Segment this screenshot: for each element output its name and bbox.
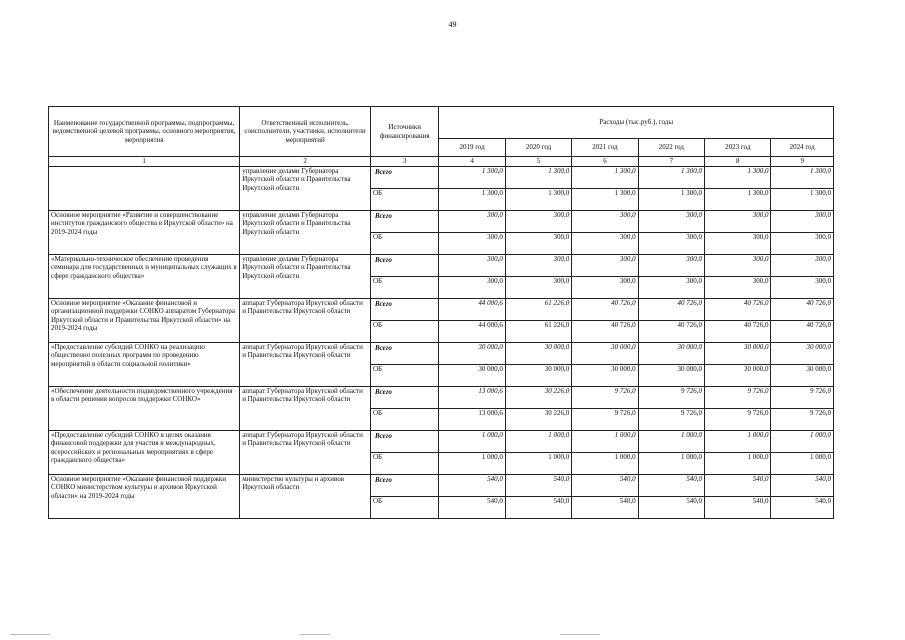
total-value: 300,0 <box>638 255 704 277</box>
table-row <box>49 255 834 277</box>
ob-value: 1 000,0 <box>505 453 571 475</box>
ob-value: 540,0 <box>705 497 771 519</box>
total-value: 300,0 <box>505 255 571 277</box>
ob-value: 540,0 <box>439 497 505 519</box>
source-ob-label: ОБ <box>371 365 439 387</box>
ob-value: 540,0 <box>572 497 638 519</box>
total-value: 1 300,0 <box>572 167 638 189</box>
source-total-label: Всего <box>375 256 392 264</box>
total-value: 300,0 <box>439 211 505 233</box>
total-value: 40 726,0 <box>638 299 704 321</box>
total-value: 300,0 <box>771 255 834 277</box>
ob-value: 40 726,0 <box>572 321 638 343</box>
ob-value: 1 300,0 <box>771 189 834 211</box>
activity-name: «Предоставление субсидий СОНКО в целях оказания финансовой поддержки для участия в международных, всероссийских и региональных мероприятиях в сфере гражданского общества» <box>49 431 240 475</box>
total-value: 1 300,0 <box>705 167 771 189</box>
responsible-executor: аппарат Губернатора Иркутской области и Правительства Иркутской области <box>240 343 371 387</box>
expenses-table <box>48 106 834 519</box>
ob-value: 40 726,0 <box>638 321 704 343</box>
total-value: 540,0 <box>705 475 771 497</box>
source-ob-label: ОБ <box>371 277 439 299</box>
ob-value: 13 000,6 <box>439 409 505 431</box>
responsible-executor: аппарат Губернатора Иркутской области и Правительства Иркутской области <box>240 299 371 343</box>
ob-value: 30 000,0 <box>705 365 771 387</box>
scan-artifact <box>300 634 330 635</box>
ob-value: 30 000,0 <box>505 365 571 387</box>
ob-value: 300,0 <box>638 277 704 299</box>
ob-value: 9 726,0 <box>771 409 834 431</box>
column-index: 4 <box>439 157 505 167</box>
total-value: 300,0 <box>771 211 834 233</box>
table-row <box>49 475 834 497</box>
total-value: 1 000,0 <box>572 431 638 453</box>
activity-name: Основное мероприятие «Развитие и совершенствование институтов гражданского общества в Иркутской области» на 2019-2024 годы <box>49 211 240 255</box>
ob-value: 1 300,0 <box>505 189 571 211</box>
ob-value: 300,0 <box>771 277 834 299</box>
total-value: 40 726,0 <box>572 299 638 321</box>
activity-name: «Предоставление субсидий СОНКО на реализацию общественно полезных программ по проведению мероприятий в области социальной политики» <box>49 343 240 387</box>
responsible-executor: управление делами Губернатора Иркутской области и Правительства Иркутской области <box>240 211 371 255</box>
total-value: 540,0 <box>638 475 704 497</box>
ob-value: 30 226,0 <box>505 409 571 431</box>
table-row <box>49 431 834 453</box>
ob-value: 1 300,0 <box>439 189 505 211</box>
scan-artifact <box>10 634 50 635</box>
ob-value: 300,0 <box>505 233 571 255</box>
ob-value: 61 226,0 <box>505 321 571 343</box>
total-value: 1 000,0 <box>771 431 834 453</box>
activity-name <box>49 167 240 211</box>
total-value: 300,0 <box>572 255 638 277</box>
ob-value: 300,0 <box>439 233 505 255</box>
header-year: 2019 год <box>439 139 505 157</box>
ob-value: 1 000,0 <box>771 453 834 475</box>
total-value: 40 726,0 <box>771 299 834 321</box>
ob-value: 9 726,0 <box>705 409 771 431</box>
ob-value: 30 000,0 <box>572 365 638 387</box>
responsible-executor: аппарат Губернатора Иркутской области и Правительства Иркутской области <box>240 431 371 475</box>
total-value: 300,0 <box>705 211 771 233</box>
column-index: 5 <box>505 157 571 167</box>
header-year: 2024 год <box>771 139 834 157</box>
total-value: 540,0 <box>439 475 505 497</box>
source-ob-label: ОБ <box>371 409 439 431</box>
total-value: 9 726,0 <box>705 387 771 409</box>
page-number: 49 <box>448 20 457 29</box>
ob-value: 1 000,0 <box>638 453 704 475</box>
ob-value: 9 726,0 <box>638 409 704 431</box>
ob-value: 300,0 <box>705 277 771 299</box>
ob-value: 540,0 <box>638 497 704 519</box>
ob-value: 300,0 <box>572 277 638 299</box>
total-value: 540,0 <box>572 475 638 497</box>
column-index: 6 <box>572 157 638 167</box>
total-value: 9 726,0 <box>638 387 704 409</box>
ob-value: 1 000,0 <box>572 453 638 475</box>
total-value: 30 226,0 <box>505 387 571 409</box>
column-index: 7 <box>638 157 704 167</box>
table-row <box>49 299 834 321</box>
total-value: 40 726,0 <box>705 299 771 321</box>
total-value: 1 000,0 <box>505 431 571 453</box>
total-value: 30 000,0 <box>505 343 571 365</box>
ob-value: 44 000,6 <box>439 321 505 343</box>
ob-value: 40 726,0 <box>771 321 834 343</box>
ob-value: 30 000,0 <box>439 365 505 387</box>
ob-value: 30 000,0 <box>771 365 834 387</box>
source-total-label: Всего <box>375 344 392 352</box>
ob-value: 40 726,0 <box>705 321 771 343</box>
total-value: 30 000,0 <box>705 343 771 365</box>
ob-value: 300,0 <box>572 233 638 255</box>
total-value: 1 300,0 <box>638 167 704 189</box>
scan-artifact <box>560 634 600 635</box>
activity-name: «Материально-техническое обеспечение проведения семинара для государственных и муниципальных служащих в сфере гражданского общества» <box>49 255 240 299</box>
ob-value: 300,0 <box>505 277 571 299</box>
total-value: 30 000,0 <box>638 343 704 365</box>
column-index: 3 <box>371 157 439 167</box>
total-value: 30 000,0 <box>771 343 834 365</box>
ob-value: 300,0 <box>705 233 771 255</box>
total-value: 1 000,0 <box>638 431 704 453</box>
source-ob-label: ОБ <box>371 189 439 211</box>
header-expenses: Расходы (тыс.руб.), годы <box>439 107 834 139</box>
ob-value: 300,0 <box>771 233 834 255</box>
total-value: 1 000,0 <box>439 431 505 453</box>
table-row <box>49 167 834 189</box>
column-index: 9 <box>771 157 834 167</box>
activity-name: «Обеспечение деятельности подведомственного учреждения в области решения вопросов поддержки СОНКО» <box>49 387 240 431</box>
ob-value: 1 000,0 <box>705 453 771 475</box>
ob-value: 540,0 <box>505 497 571 519</box>
source-total-label: Всего <box>375 388 392 396</box>
total-value: 540,0 <box>771 475 834 497</box>
total-value: 44 000,6 <box>439 299 505 321</box>
total-value: 540,0 <box>505 475 571 497</box>
table-row <box>49 343 834 365</box>
header-source: Источники финансирования <box>371 107 439 157</box>
total-value: 9 726,0 <box>771 387 834 409</box>
total-value: 61 226,0 <box>505 299 571 321</box>
ob-value: 1 000,0 <box>439 453 505 475</box>
total-value: 1 300,0 <box>505 167 571 189</box>
source-total-label: Всего <box>375 476 392 484</box>
header-responsible: Ответственный исполнитель, соисполнители, участники, исполнители мероприятий <box>240 107 371 157</box>
ob-value: 540,0 <box>771 497 834 519</box>
total-value: 13 000,6 <box>439 387 505 409</box>
table-row <box>49 211 834 233</box>
responsible-executor: аппарат Губернатора Иркутской области и Правительства Иркутской области <box>240 387 371 431</box>
total-value: 300,0 <box>705 255 771 277</box>
responsible-executor: управление делами Губернатора Иркутской области и Правительства Иркутской области <box>240 255 371 299</box>
total-value: 30 000,0 <box>439 343 505 365</box>
responsible-executor: управление делами Губернатора Иркутской области и Правительства Иркутской области <box>240 167 371 211</box>
header-year: 2022 год <box>638 139 704 157</box>
responsible-executor: министерство культуры и архивов Иркутской области <box>240 475 371 519</box>
column-index: 2 <box>240 157 371 167</box>
activity-name: Основное мероприятие «Оказание финансовой поддержки СОНКО министерством культуры и архивов Иркутской области» на 2019-2024 годы <box>49 475 240 519</box>
source-total-label: Всего <box>375 168 392 176</box>
source-ob-label: ОБ <box>371 321 439 343</box>
source-total-label: Всего <box>375 212 392 220</box>
header-year: 2023 год <box>705 139 771 157</box>
table-row <box>49 387 834 409</box>
source-ob-label: ОБ <box>371 233 439 255</box>
header-year: 2020 год <box>505 139 571 157</box>
ob-value: 300,0 <box>439 277 505 299</box>
total-value: 1 300,0 <box>771 167 834 189</box>
ob-value: 300,0 <box>638 233 704 255</box>
ob-value: 1 300,0 <box>572 189 638 211</box>
ob-value: 1 300,0 <box>638 189 704 211</box>
total-value: 9 726,0 <box>572 387 638 409</box>
total-value: 300,0 <box>439 255 505 277</box>
ob-value: 1 300,0 <box>705 189 771 211</box>
source-ob-label: ОБ <box>371 453 439 475</box>
header-name: Наименование государственной программы, подпрограммы, ведомственной целевой программы, основного мероприятия, мероприятия <box>49 107 240 157</box>
source-total-label: Всего <box>375 300 392 308</box>
activity-name: Основное мероприятие «Оказание финансовой и организационной поддержки СОНКО аппаратом Губернатора Иркутской области и Правительства Иркутской области» на 2019-2024 годы <box>49 299 240 343</box>
ob-value: 30 000,0 <box>638 365 704 387</box>
header-year: 2021 год <box>572 139 638 157</box>
total-value: 300,0 <box>638 211 704 233</box>
column-index: 1 <box>49 157 240 167</box>
total-value: 1 000,0 <box>705 431 771 453</box>
source-ob-label: ОБ <box>371 497 439 519</box>
total-value: 1 300,0 <box>439 167 505 189</box>
total-value: 300,0 <box>572 211 638 233</box>
total-value: 30 000,0 <box>572 343 638 365</box>
source-total-label: Всего <box>375 432 392 440</box>
ob-value: 9 726,0 <box>572 409 638 431</box>
total-value: 300,0 <box>505 211 571 233</box>
column-index: 8 <box>705 157 771 167</box>
